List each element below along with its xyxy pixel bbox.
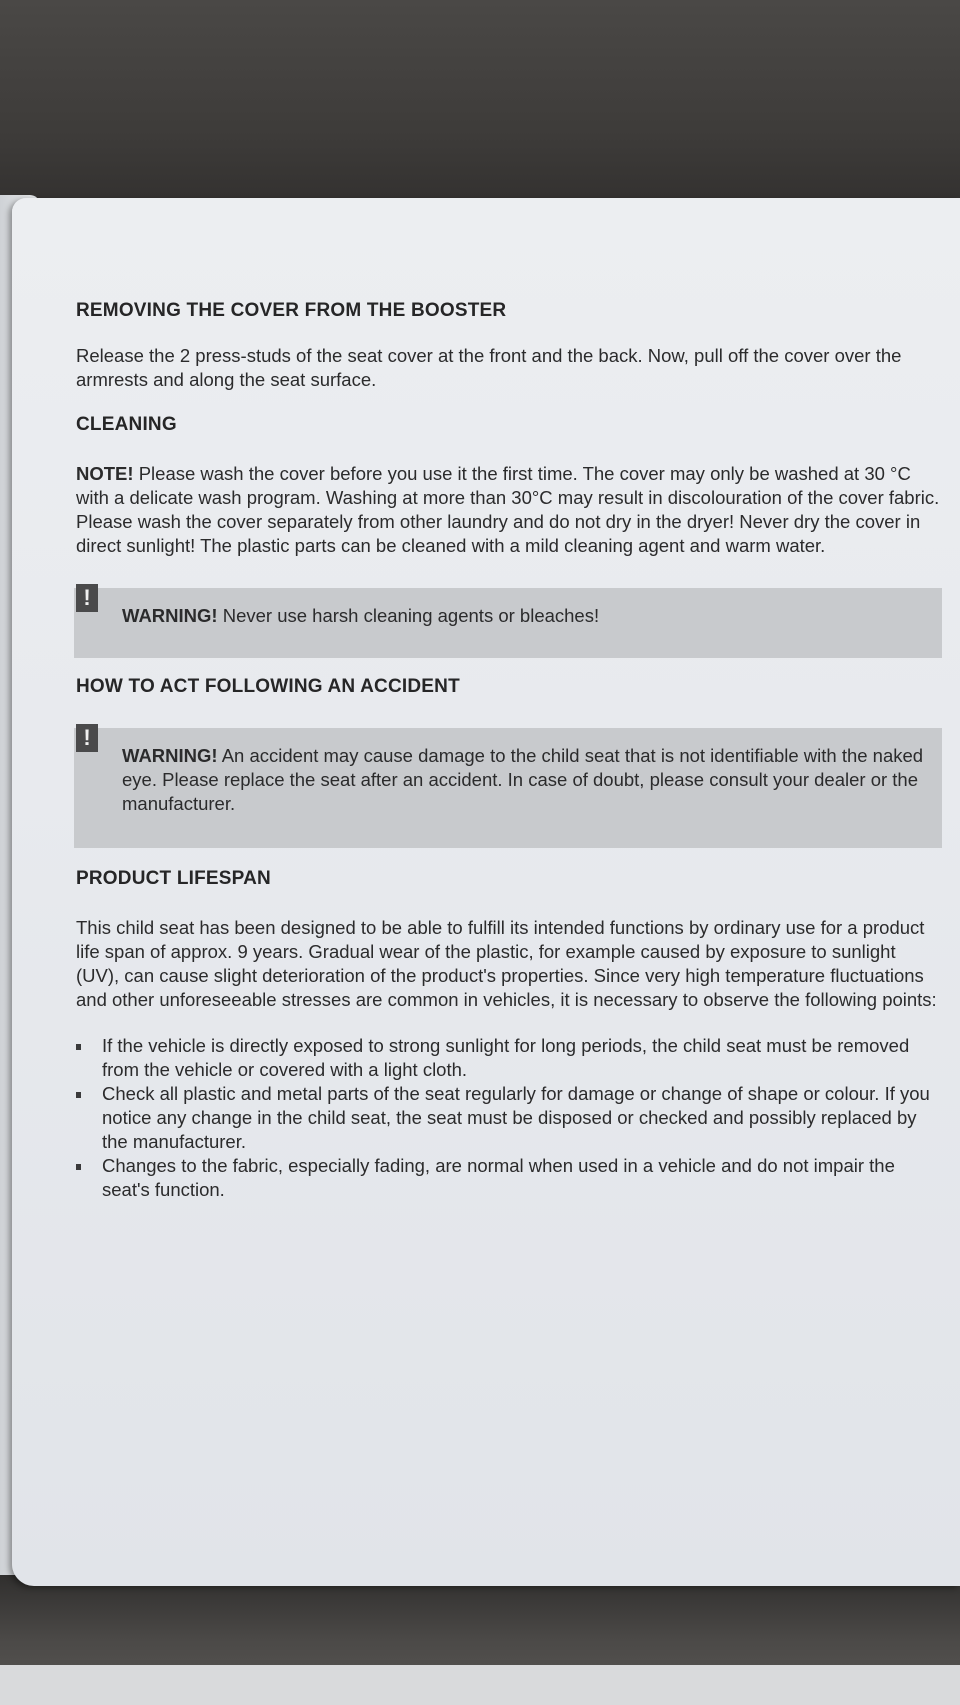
background-strip xyxy=(0,1665,960,1705)
list-item-text: Check all plastic and metal parts of the seat regularly for damage or change of shape or colour. If you notice any change in the child seat, the seat must be disposed or checked and possibly replaced by the manufacturer. xyxy=(102,1083,930,1152)
lifespan-text: This child seat has been designed to be able to fulfill its intended functions by ordinary use for a product life span of approx. 9 years. Gradual wear of the plastic, for example caused by exposure to sunlight (UV), can cause slight deterioration of the product's properties. Since very high temperature fluctuations and other unforeseeable stresses are common in vehicles, it is necessary to observe the following points: xyxy=(76,917,937,1010)
list-item-text: If the vehicle is directly exposed to strong sunlight for long periods, the child seat must be removed from the vehicle or covered with a light cloth. xyxy=(102,1035,910,1080)
heading-cleaning: CLEANING xyxy=(76,414,177,435)
removing-cover-text: Release the 2 press-studs of the seat cover at the front and the back. Now, pull off the cover over the armrests and along the seat surface. xyxy=(76,345,902,390)
list-item xyxy=(76,1082,942,1154)
bullet-icon xyxy=(76,1164,81,1170)
bullet-icon xyxy=(76,1092,81,1098)
note-text: Please wash the cover before you use it the first time. The cover may only be washed at 30 °C with a delicate wash program. Washing at more than 30°C may result in discolouration of the cover fabric. Please wash the cover separately from other laundry and do not dry in the dryer! Never dry the cover in direct sunlight! The plastic parts can be cleaned with a mild cleaning agent and warm water. xyxy=(76,463,940,556)
list-item xyxy=(76,1034,942,1082)
page-content xyxy=(76,300,942,1202)
heading-lifespan: PRODUCT LIFESPAN xyxy=(76,868,271,889)
warning-label: WARNING! xyxy=(122,605,218,626)
table-surface-top xyxy=(0,0,960,230)
warning-icon: ! xyxy=(76,724,98,752)
bullet-icon xyxy=(76,1044,81,1050)
lifespan-bullet-list xyxy=(76,1034,942,1202)
list-item xyxy=(76,1154,942,1202)
warning-label: WARNING! xyxy=(122,745,218,766)
cleaning-warning-box xyxy=(74,585,942,658)
cleaning-warning-text xyxy=(74,588,942,628)
accident-warning-box xyxy=(74,725,942,848)
heading-removing-cover: REMOVING THE COVER FROM THE BOOSTER xyxy=(76,300,507,321)
note-label: NOTE! xyxy=(76,463,134,484)
cleaning-note xyxy=(76,462,942,558)
warning-message: An accident may cause damage to the child seat that is not identifiable with the naked eye. Please replace the seat after an accident. In case of doubt, please consult your dealer or the manufacturer. xyxy=(122,745,924,814)
warning-icon: ! xyxy=(76,584,98,612)
warning-message: Never use harsh cleaning agents or bleaches! xyxy=(222,605,600,626)
heading-accident: HOW TO ACT FOLLOWING AN ACCIDENT xyxy=(76,676,460,697)
list-item-text: Changes to the fabric, especially fading, are normal when used in a vehicle and do not impair the seat's function. xyxy=(102,1155,895,1200)
accident-warning-text xyxy=(74,728,942,816)
